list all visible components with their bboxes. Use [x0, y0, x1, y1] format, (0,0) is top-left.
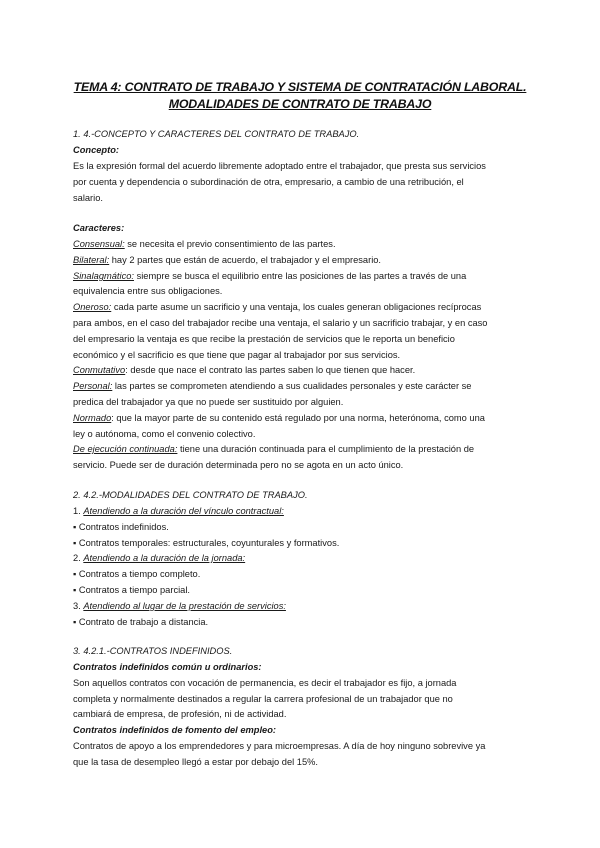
- modalidad-bullet: ▪ Contratos temporales: estructurales, coyunturales y formativos.: [73, 538, 340, 548]
- fomento-empleo-line: Contratos de apoyo a los emprendedores y para microempresas. A día de hoy ninguno sobrevive ya: [73, 741, 486, 751]
- caracter-line: Normado: que la mayor parte de su contenido está regulado por una norma, heterónoma, como una: [73, 413, 485, 423]
- section-1-heading: 1. 4.-CONCEPTO Y CARACTERES DEL CONTRATO DE TRABAJO.: [73, 129, 360, 139]
- fomento-empleo-line: que la tasa de desempleo llegó a estar por debajo del 15%.: [73, 757, 318, 767]
- section-3-heading: 3. 4.2.1.-CONTRATOS INDEFINIDOS.: [73, 646, 233, 656]
- caracteres-label: Caracteres:: [73, 223, 125, 233]
- caracter-line: ley o autónoma, como el convenio colectivo.: [73, 429, 256, 439]
- modalidad-bullet: ▪ Contratos a tiempo completo.: [73, 569, 201, 579]
- caracter-term: Sinalagmático:: [73, 271, 134, 281]
- caracter-line: económico y el sacrificio es que tiene que pagar al trabajador por sus servicios.: [73, 350, 401, 360]
- modalidad-bullet: ▪ Contratos indefinidos.: [73, 522, 169, 532]
- caracter-line: servicio. Puede ser de duración determinada pero no se agota en un acto único.: [73, 460, 404, 470]
- caracter-line: equivalencia entre sus obligaciones.: [73, 286, 223, 296]
- caracter-line: predica del trabajador ya que no puede ser sustituido por alguien.: [73, 397, 344, 407]
- modalidad-line: 2. Atendiendo a la duración de la jornada:: [73, 553, 246, 563]
- caracter-term: De ejecución continuada:: [73, 444, 178, 454]
- indefinidos-comun-line: Son aquellos contratos con vocación de permanencia, es decir el trabajador es fijo, a jornada: [73, 678, 457, 688]
- caracter-line: Bilateral: hay 2 partes que están de acuerdo, el trabajador y el empresario.: [73, 255, 382, 265]
- caracter-line: Sinalagmático: siempre se busca el equilibrio entre las posiciones de las partes a través de una: [73, 271, 467, 281]
- caracter-line: Consensual: se necesita el previo consentimiento de las partes.: [73, 239, 336, 249]
- modalidad-bullet: ▪ Contratos a tiempo parcial.: [73, 585, 190, 595]
- caracter-term: Bilateral:: [73, 255, 110, 265]
- caracter-term: Personal:: [73, 381, 113, 391]
- concepto-label: Concepto:: [73, 145, 119, 155]
- caracter-line: De ejecución continuada: tiene una duración continuada para el cumplimiento de la prestación de: [73, 444, 475, 454]
- doc-title-line-1: TEMA 4: CONTRATO DE TRABAJO Y SISTEMA DE CONTRATACIÓN LABORAL.: [73, 80, 527, 94]
- concepto-line: Es la expresión formal del acuerdo libremente adoptado entre el trabajador, que presta sus servicios: [73, 161, 486, 171]
- concepto-line: por cuenta y dependencia o subordinación de otra, empresario, a cambio de una retribución, el: [73, 177, 464, 187]
- modalidad-term: Atendiendo al lugar de la prestación de servicios:: [83, 601, 286, 611]
- caracter-term: Normado: [73, 413, 112, 423]
- modalidad-line: 1. Atendiendo a la duración del vínculo contractual:: [73, 506, 284, 516]
- caracter-line: Conmutativo: desde que nace el contrato las partes saben lo que tienen que hacer.: [73, 365, 416, 375]
- doc-title-line-2: MODALIDADES DE CONTRATO DE TRABAJO: [168, 97, 432, 111]
- caracter-line: Personal: las partes se comprometen atendiendo a sus cualidades personales y este carácter se: [73, 381, 472, 391]
- caracter-term: Consensual:: [73, 239, 125, 249]
- indefinidos-comun-line: completa y normalmente destinados a regular la carrera profesional de un trabajador que no: [73, 694, 453, 704]
- indefinidos-comun-line: cambiará de empresa, de profesión, ni de actividad.: [73, 709, 287, 719]
- caracter-term: Conmutativo: [73, 365, 126, 375]
- fomento-empleo-label: Contratos indefinidos de fomento del empleo:: [73, 725, 276, 735]
- concepto-line: salario.: [73, 193, 103, 203]
- modalidad-line: 3. Atendiendo al lugar de la prestación de servicios:: [73, 601, 286, 611]
- caracter-term: Oneroso:: [73, 302, 112, 312]
- caracter-line: del empresario la ventaja es que recibe la prestación de servicios que le reporta un beneficio: [73, 334, 455, 344]
- indefinidos-comun-label: Contratos indefinidos común u ordinarios:: [73, 662, 262, 672]
- modalidad-term: Atendiendo a la duración de la jornada:: [83, 553, 246, 563]
- modalidad-term: Atendiendo a la duración del vínculo contractual:: [83, 506, 284, 516]
- caracter-line: para ambos, en el caso del trabajador recibe una ventaja, el salario y un sacrificio trabajar, y en caso: [73, 318, 488, 328]
- modalidad-bullet: ▪ Contrato de trabajo a distancia.: [73, 617, 209, 627]
- section-2-heading: 2. 4.2.-MODALIDADES DEL CONTRATO DE TRABAJO.: [73, 490, 308, 500]
- caracter-line: Oneroso: cada parte asume un sacrificio y una ventaja, los cuales generan obligaciones recíprocas: [73, 302, 482, 312]
